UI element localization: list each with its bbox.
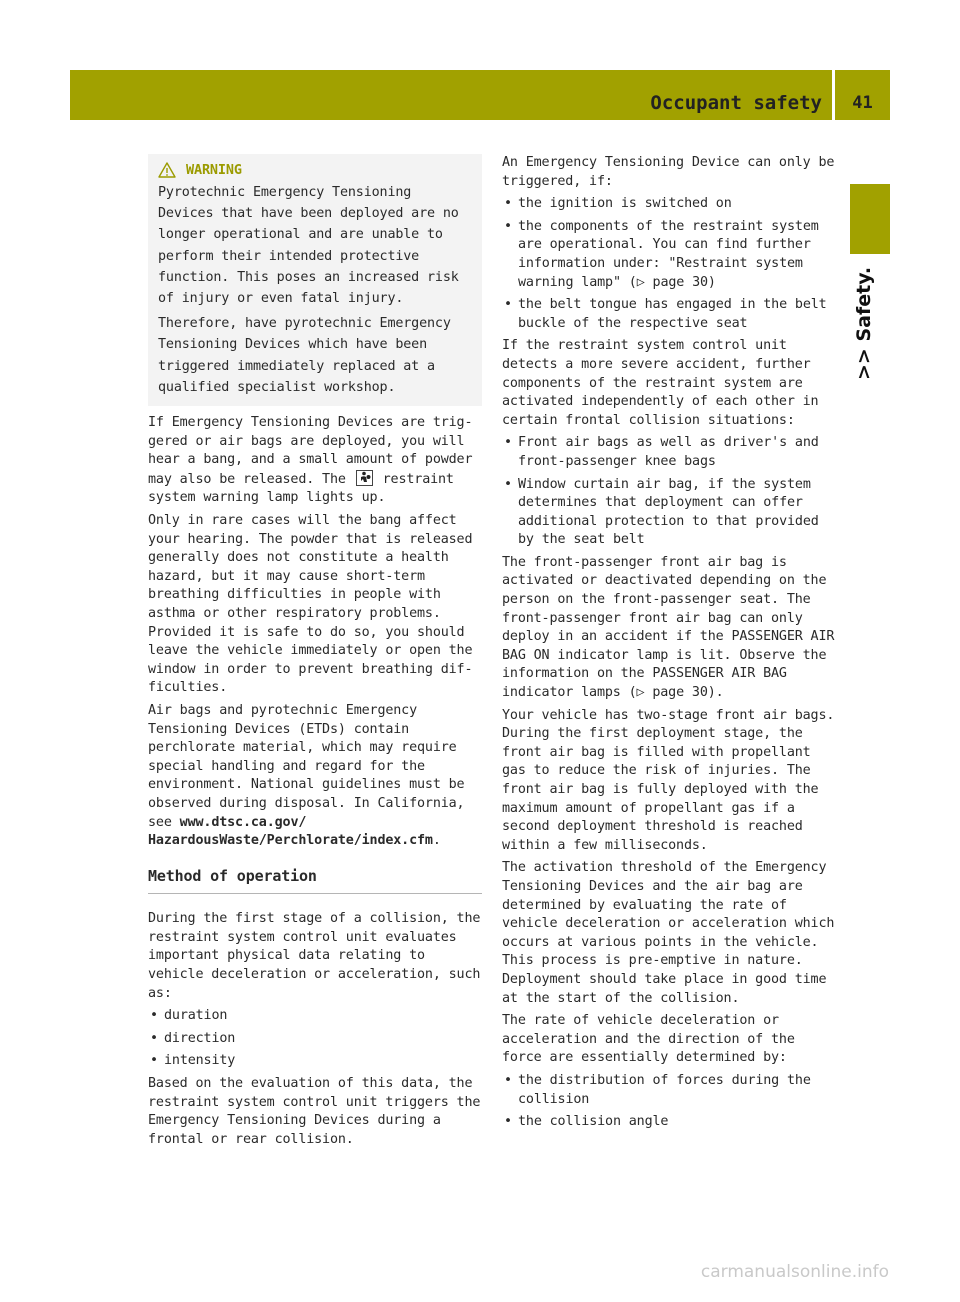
method-heading: Method of operation [148,867,482,895]
bang-text-b: restraint system warning lamp lights up. [148,471,454,506]
hearing-paragraph: Only in rare cases will the bang affect your hearing. The powder that is released generally does not constitute a health hazard, but it may cause short-term breathing difficulties in people with asthma or other respiratory problems. Provided it is safe to do so, you should leave the vehicle immediately or open the window in order to prevent breathing difficulties. [148,513,473,696]
perchlorate-text: Air bags and pyrotechnic Emergency Tensioning Devices (ETDs) contain perchlorate material, which may require special handling and regard for the environment. National guidelines must be observed during disposal. In California, see [148,702,465,830]
list-item: • Window curtain air bag, if the system determines that deployment can offer additional protection to that provided by the seat belt [502,476,836,550]
evaluation-paragraph: Based on the evaluation of this data, the restraint system control unit triggers the Emergency Tensioning Devices during a frontal or rear collision. [148,1076,481,1147]
bang-paragraph [148,414,482,508]
severe-accident-paragraph: If the restraint system control unit detects a more severe accident, further components of the restraint system are activated independently of each other in certain frontal collision situations: [502,338,819,428]
list-item: • the belt tongue has engaged in the belt buckle of the respective seat [502,296,836,333]
activation-threshold-paragraph: The activation threshold of the Emergency Tensioning Devices and the air bag are determined by evaluating the rate of vehicle deceleration or acceleration which occurs at various points in the vehicle. This process is pre-emptive in nature. Deployment should take place in good time at the start of the collision. [502,860,835,1006]
list-item: • Front air bags as well as driver's and front-passenger knee bags [502,434,836,471]
side-tab [850,184,890,254]
list-item: • direction [148,1030,482,1049]
list-item: • the distribution of forces during the collision [502,1072,836,1109]
page-reference[interactable]: page 30). [652,685,724,701]
list-item: • intensity [148,1052,482,1071]
deceleration-paragraph: The rate of vehicle deceleration or acceleration and the direction of the force are essentially determined by: [502,1013,795,1066]
list-item: • the collision angle [502,1113,836,1132]
page-reference-arrow-icon: ▷ [636,274,645,290]
page-reference[interactable]: page 30) [652,274,716,290]
chapter-side-label: >> Safety. [853,266,875,380]
warning-paragraph-2: Therefore, have pyrotechnic Emergency Tensioning Devices which have been triggered immediately replaced at a qualified specialist workshop. [158,316,451,395]
warning-heading [158,158,474,182]
right-column [502,154,836,1136]
trigger-condition-intro: An Emergency Tensioning Device can only be triggered, if: [502,155,835,189]
page-number: 41 [852,93,873,113]
bang-text-a: If Emergency Tensioning Devices are triggered or air bags are deployed, you will hear a bang, and a small amount of powder may also be released. The [148,415,473,487]
list-item: • the ignition is switched on [502,195,836,214]
section-title: Occupant safety [650,92,822,114]
watermark: carmanualsonline.info [700,1262,889,1282]
perchlorate-end: . [432,833,441,849]
passenger-airbag-paragraph [502,554,836,703]
list-item [502,218,836,292]
first-stage-paragraph: During the first stage of a collision, the restraint system control unit evaluates important physical data relating to vehicle deceleration or acceleration, such as: [148,911,481,1001]
passenger-airbag-text: The front-passenger front air bag is activated or deactivated depending on the person on the front-passenger seat. The front-passenger front air bag can only deploy in an accident if the PASSENGER AIR BAG ON indicator lamp is lit. Observe the information on the PASSENGER AIR BAG indicator lamps ( [502,554,835,701]
warning-box [148,154,482,406]
page-reference-arrow-icon: ▷ [636,685,645,701]
warning-triangle-icon [158,162,176,178]
list-item: • duration [148,1007,482,1026]
perchlorate-paragraph [148,702,482,851]
two-stage-paragraph: Your vehicle has two-stage front air bags. During the first deployment stage, the front air bag is filled with propellant gas to reduce the risk of injuries. The front air bag is fully deployed with the maximum amount of propellant gas if a second deployment threshold is reached within a few milliseconds. [502,707,835,853]
restraint-system-icon [356,470,373,486]
restraint-lamp-ref-text: the components of the restraint system are operational. You can find further information under: "Restraint system warning lamp" ( [518,218,819,290]
perchlorate-link[interactable]: www.dtsc.ca.gov/ HazardousWaste/Perchlorate/index.cfm [148,814,433,849]
warning-paragraph-1: Pyrotechnic Emergency Tensioning Devices that have been deployed are no longer operational and are unable to perform their intended protective function. This poses an increased risk of injury or even fatal injury. [158,185,459,307]
left-column [148,154,482,1153]
warning-title: WARNING [186,162,242,178]
